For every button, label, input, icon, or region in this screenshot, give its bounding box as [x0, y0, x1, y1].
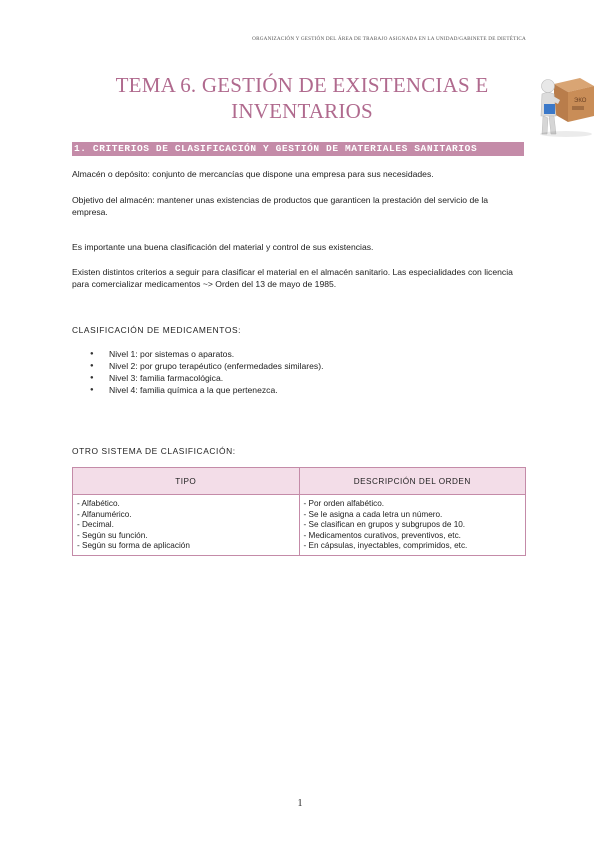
- section-heading-1: 1. CRITERIOS DE CLASIFICACIÓN Y GESTIÓN DE MATERIALES SANITARIOS: [72, 142, 524, 156]
- column-header-descripcion: DESCRIPCIÓN DEL ORDEN: [299, 468, 526, 495]
- page-number: 1: [297, 798, 303, 809]
- person-carrying-box-icon: [536, 70, 596, 138]
- list-item: ● Nivel 2: por grupo terapéutico (enfermedades similares).: [90, 360, 323, 372]
- tipo-item: - Alfabético.: [77, 499, 120, 508]
- descripcion-item: - Se le asigna a cada letra un número.: [303, 509, 443, 519]
- classification-table: [72, 467, 526, 556]
- page-title: [72, 72, 532, 124]
- title-line-2: INVENTARIOS: [231, 99, 373, 123]
- table-row: [73, 495, 526, 556]
- paragraph-clasificacion: Es importante una buena clasificación del material y control de sus existencias.: [72, 242, 374, 252]
- descripcion-item: - En cápsulas, inyectables, comprimidos, etc.: [303, 541, 468, 551]
- medicamentos-list: [90, 348, 323, 396]
- list-item: ● Nivel 3: familia farmacológica.: [90, 372, 323, 384]
- list-item: ● Nivel 1: por sistemas o aparatos.: [90, 348, 323, 360]
- column-header-tipo: TIPO: [73, 468, 300, 495]
- descripcion-item: - Se clasifican en grupos y subgrupos de 10.: [303, 520, 466, 530]
- descripcion-item: - Medicamentos curativos, preventivos, etc.: [303, 530, 461, 540]
- paragraph-almacen: Almacén o depósito: conjunto de mercancías que dispone una empresa para sus necesidades.: [72, 169, 434, 179]
- descripcion-cell: [299, 495, 526, 556]
- box-label: ЭКО: [574, 98, 587, 104]
- table-header-row: [73, 468, 526, 495]
- paragraph-objetivo: Objetivo del almacén: mantener unas existencias de productos que garanticen la prestación del servicio de la empresa.: [72, 195, 489, 217]
- medicamentos-heading: CLASIFICACIÓN DE MEDICAMENTOS:: [72, 325, 242, 335]
- tipo-item: - Alfanumérico.: [77, 509, 132, 519]
- descripcion-item: - Por orden alfabético.: [303, 499, 385, 508]
- running-header: ORGANIZACIÓN Y GESTIÓN DEL ÁREA DE TRABAJO ASIGNADA EN LA UNIDAD/GABINETE DE DIETÉTICA: [252, 36, 526, 42]
- tipo-item: - Decimal.: [77, 520, 114, 530]
- otro-sistema-heading: OTRO SISTEMA DE CLASIFICACIÓN:: [72, 446, 236, 456]
- tipo-item: - Según su forma de aplicación: [77, 541, 190, 551]
- title-line-1: TEMA 6. GESTIÓN DE EXISTENCIAS E: [115, 73, 489, 97]
- list-item: ● Nivel 4: familia química a la que pertenezca.: [90, 384, 323, 396]
- paragraph-criterios: Existen distintos criterios a seguir para clasificar el material en el almacén sanitario. Las especialidades con licencia para comercializar medicamentos ~> Orden del 13 de mayo de 1985.: [72, 267, 513, 289]
- tipo-item: - Según su función.: [77, 530, 148, 540]
- tipo-cell: [73, 495, 300, 556]
